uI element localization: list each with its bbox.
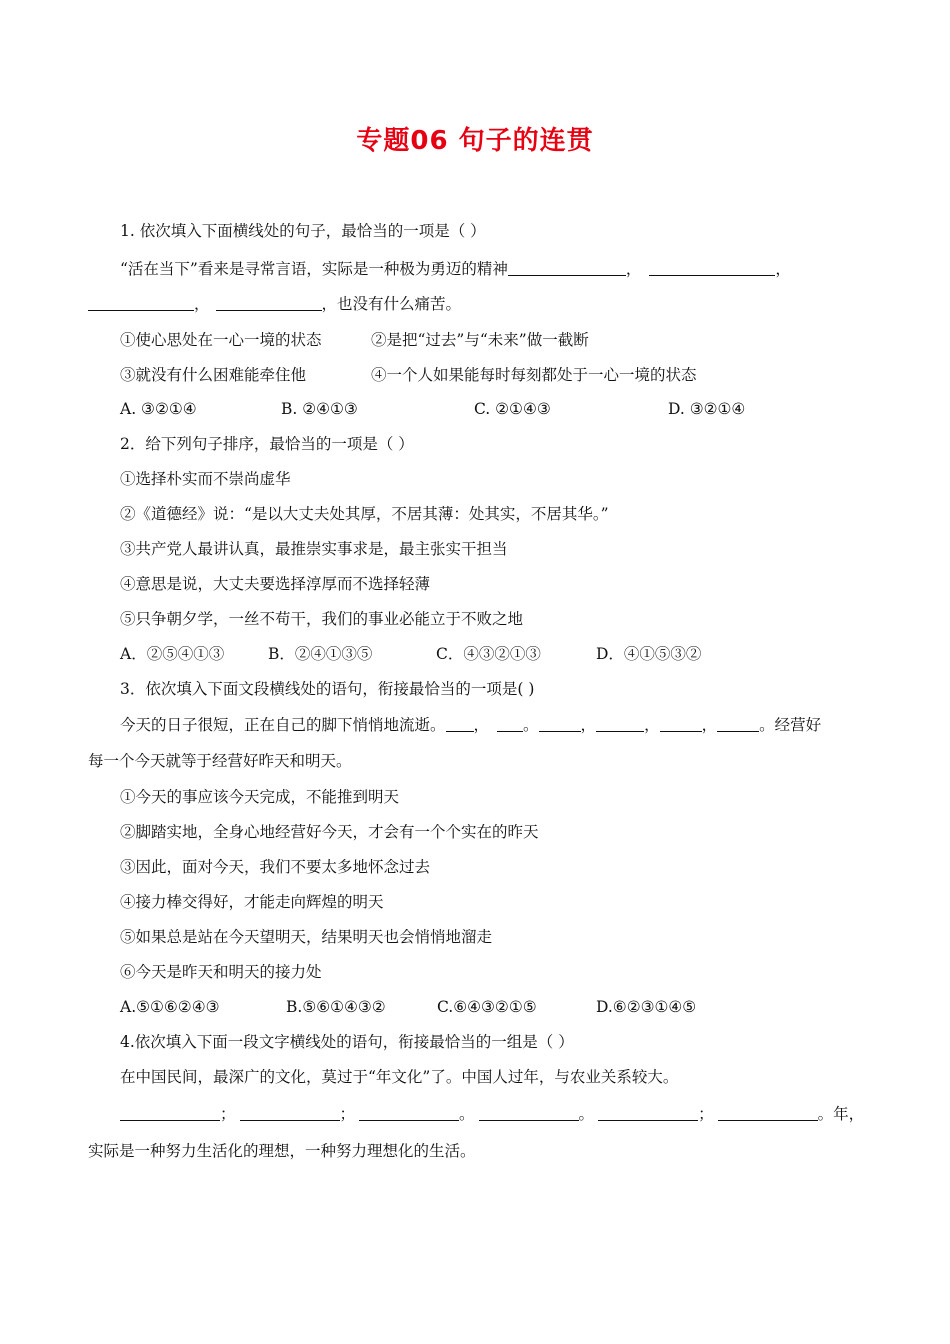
q2-option-d[interactable]: D．④①⑤③②	[596, 645, 702, 663]
q3-text-line1	[120, 714, 821, 736]
q3-item-3: ③因此，面对今天，我们不要太多地怀念过去	[120, 858, 431, 876]
q3-blank-1[interactable]	[446, 715, 474, 732]
q3-item-4: ④接力棒交得好，才能走向辉煌的明天	[120, 893, 384, 911]
q3-option-a[interactable]: A.⑤①⑥②④③	[120, 998, 220, 1016]
q1-blank-4[interactable]	[216, 294, 322, 311]
q3-option-b[interactable]: B.⑤⑥①④③②	[286, 998, 386, 1016]
q4-blank-3[interactable]	[359, 1104, 459, 1121]
q1-option-c[interactable]: C. ②①④③	[474, 400, 551, 418]
q2-item-3: ③共产党人最讲认真，最推崇实事求是，最主张实干担当	[120, 540, 508, 558]
q4-sep: ；	[698, 1105, 714, 1123]
q3-item-1: ①今天的事应该今天完成，不能推到明天	[120, 788, 400, 806]
q1-text-end: ，也没有什么痛苦。	[321, 295, 462, 313]
q1-option-b[interactable]: B. ②④①③	[281, 400, 358, 418]
q2-item-4: ④意思是说，大丈夫要选择淳厚而不选择轻薄	[120, 575, 431, 593]
q2-option-c[interactable]: C．④③②①③	[436, 645, 541, 663]
q4-sep: 。年，	[817, 1105, 865, 1123]
q4-sep: 。	[578, 1105, 595, 1123]
q2-item-1: ①选择朴实而不崇尚虚华	[120, 470, 291, 488]
q3-blank-3[interactable]	[539, 715, 581, 732]
page-title: 专题06 句子的连贯	[356, 126, 594, 156]
q1-option-a[interactable]: A. ③②①④	[120, 400, 197, 418]
q1-comma: ，	[625, 260, 642, 278]
q3-period: 。	[523, 716, 539, 734]
q2-option-a[interactable]: A．②⑤④①③	[120, 645, 225, 663]
q3-option-c[interactable]: C.⑥④③②①⑤	[437, 998, 537, 1016]
q4-stem: 4.依次填入下面一段文字横线处的语句，衔接最恰当的一组是（ ）	[120, 1033, 574, 1051]
q3-comma: ，	[473, 716, 490, 734]
q2-item-5: ⑤只争朝夕学，一丝不苟干，我们的事业必能立于不败之地	[120, 610, 524, 628]
q1-blank-3[interactable]	[88, 294, 194, 311]
q4-blank-6[interactable]	[718, 1104, 818, 1121]
q2-stem: 2．给下列句子排序，最恰当的一项是（ ）	[120, 435, 414, 453]
q1-item-2: ②是把“过去”与“未来”做一截断	[371, 331, 589, 349]
q4-blank-2[interactable]	[240, 1104, 340, 1121]
q3-blank-5[interactable]	[660, 715, 702, 732]
q1-text-line1	[120, 258, 791, 280]
q3-comma: ，	[580, 716, 597, 734]
q1-text-line2	[88, 293, 461, 315]
q3-item-6: ⑥今天是昨天和明天的接力处	[120, 963, 322, 981]
q4-text-a: 在中国民间，最深广的文化，莫过于“年文化”了。中国人过年，与农业关系较大。	[120, 1068, 679, 1086]
q4-sep: 。	[459, 1105, 475, 1123]
q3-text-line2: 每一个今天就等于经营好昨天和明天。	[88, 752, 352, 770]
q3-item-5: ⑤如果总是站在今天望明天，结果明天也会悄悄地溜走	[120, 928, 493, 946]
q1-item-3: ③就没有什么困难能牵住他	[120, 366, 307, 384]
q1-text-a: “活在当下”看来是寻常言语，实际是一种极为勇迈的精神	[120, 260, 508, 278]
q3-option-d[interactable]: D.⑥②③①④⑤	[596, 998, 697, 1016]
q3-text-end: 。经营好	[759, 716, 822, 734]
q3-stem: 3．依次填入下面文段横线处的语句，衔接最恰当的一项是( )	[120, 680, 535, 698]
q2-option-b[interactable]: B．②④①③⑤	[268, 645, 373, 663]
q1-item-4: ④一个人如果能每时每刻都处于一心一境的状态	[371, 366, 697, 384]
q3-comma: ，	[644, 716, 660, 734]
q1-blank-1[interactable]	[508, 259, 626, 276]
q4-blanks-line	[120, 1103, 864, 1125]
q1-blank-2[interactable]	[649, 259, 775, 276]
q1-stem: 1. 依次填入下面横线处的句子，最恰当的一项是（ ）	[120, 222, 486, 240]
q1-comma: ，	[775, 260, 791, 278]
q3-text-a: 今天的日子很短，正在自己的脚下悄悄地流逝。	[120, 716, 446, 734]
q4-sep: ；	[339, 1105, 356, 1123]
q4-sep: ；	[220, 1105, 236, 1123]
q3-comma: ，	[701, 716, 718, 734]
q4-blank-5[interactable]	[598, 1104, 698, 1121]
q1-item-1: ①使心思处在一心一境的状态	[120, 331, 322, 349]
q4-blank-1[interactable]	[120, 1104, 220, 1121]
q3-item-2: ②脚踏实地，全身心地经营好今天，才会有一个个实在的昨天	[120, 823, 539, 841]
q1-comma: ，	[194, 295, 210, 313]
q1-option-d[interactable]: D. ③②①④	[668, 400, 746, 418]
q3-blank-2[interactable]	[497, 715, 523, 732]
q4-blank-4[interactable]	[479, 1104, 579, 1121]
q3-blank-4[interactable]	[596, 715, 644, 732]
q2-item-2: ②《道德经》说：“是以大丈夫处其厚，不居其薄：处其实，不居其华。”	[120, 505, 609, 523]
q4-text-line3: 实际是一种努力生活化的理想，一种努力理想化的生活。	[88, 1142, 476, 1160]
q3-blank-6[interactable]	[717, 715, 759, 732]
